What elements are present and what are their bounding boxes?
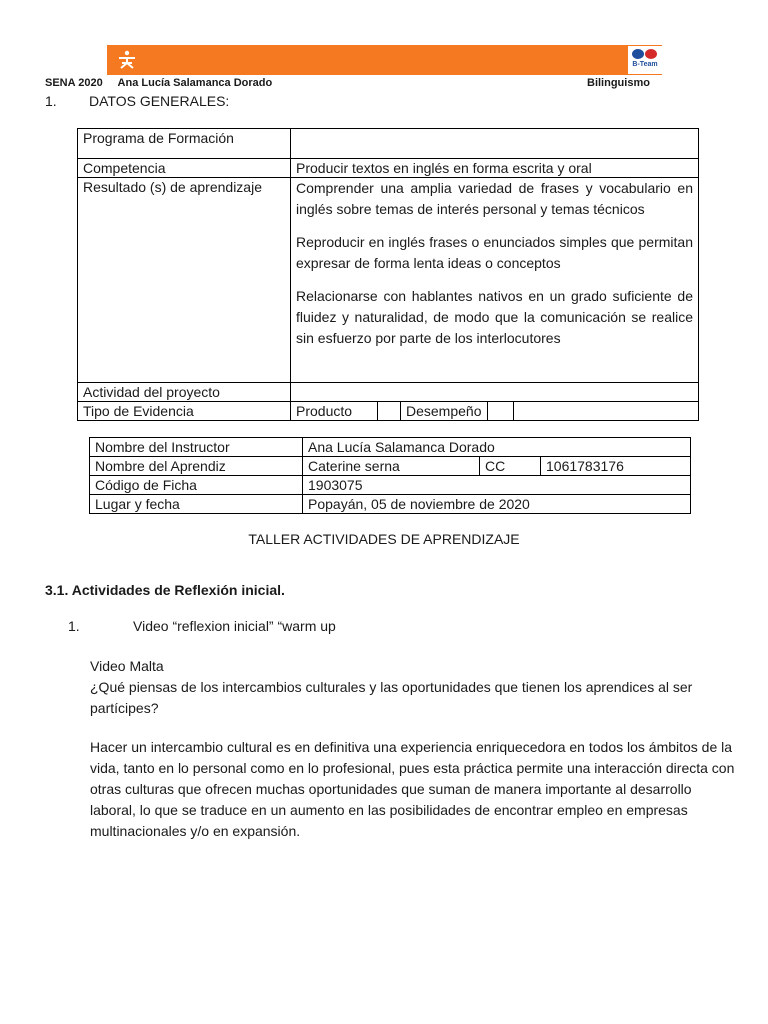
answer-text: Hacer un intercambio cultural es en definitiva una experiencia enriquecedora en todos los ámbitos de la vida, tanto en lo personal como en lo profesional, pues esta práctica permite una interacción directa con otras culturas que ofrecen muchas oportunidades que suman de manera importante al desarrollo laboral, lo que se traduce en un aumento en las posibilidades de encontrar empleo en empresas multinacionales y/o en expansión. <box>90 739 735 839</box>
info-table <box>89 437 691 514</box>
ficha-value: 1903075 <box>303 476 691 495</box>
competencia-label: Competencia <box>78 159 291 178</box>
section-1-number: 1. <box>45 93 57 109</box>
programa-label: Programa de Formación <box>78 129 291 159</box>
desempeno-checkbox-cell <box>487 402 513 421</box>
producto-checkbox-cell <box>378 402 401 421</box>
resultado-label: Resultado (s) de aprendizaje <box>78 178 291 383</box>
tipo-evidencia-extra-cell <box>513 402 699 421</box>
desempeno-label: Desempeño <box>401 402 488 421</box>
resultado-paragraph: Reproducir en inglés frases o enunciados simples que permitan expresar de forma lenta ideas o conceptos <box>296 234 693 271</box>
lugar-fecha-label: Lugar y fecha <box>90 495 303 514</box>
section-1-heading <box>45 93 229 109</box>
actividad-label: Actividad del proyecto <box>78 383 291 402</box>
video-title: Video Malta <box>90 658 164 674</box>
bteam-logo-icon <box>628 46 662 74</box>
section-1-title: DATOS GENERALES: <box>89 93 230 109</box>
sena-logo-icon <box>116 49 138 71</box>
cc-label: CC <box>480 457 541 476</box>
tipo-evidencia-label: Tipo de Evidencia <box>78 402 291 421</box>
header-left-text: SENA 2020 Ana Lucía Salamanca Dorado <box>45 77 273 89</box>
general-data-table <box>77 128 699 421</box>
competencia-value: Producir textos en inglés en forma escrita y oral <box>291 159 699 178</box>
resultado-value <box>291 178 699 383</box>
aprendiz-value: Caterine serna <box>303 457 480 476</box>
question-text: ¿Qué piensas de los intercambios culturales y las oportunidades que tienen los aprendices al ser partícipes? <box>90 679 693 716</box>
list-item-number: 1. <box>68 618 80 634</box>
list-item-text: Video “reflexion inicial” “warm up <box>133 618 336 634</box>
header-right-text: Bilinguismo <box>587 77 650 89</box>
aprendiz-label: Nombre del Aprendiz <box>90 457 303 476</box>
taller-title: TALLER ACTIVIDADES DE APRENDIZAJE <box>248 531 520 547</box>
lugar-fecha-value: Popayán, 05 de noviembre de 2020 <box>303 495 691 514</box>
producto-label: Producto <box>291 402 378 421</box>
instructor-value: Ana Lucía Salamanca Dorado <box>303 438 691 457</box>
resultado-paragraph: Comprender una amplia variedad de frases y vocabulario en inglés sobre temas de interés personal y temas técnicos <box>296 180 693 217</box>
programa-value <box>291 129 699 159</box>
instructor-label: Nombre del Instructor <box>90 438 303 457</box>
header-banner <box>107 45 662 75</box>
bteam-logo-text: B-Team <box>632 61 658 68</box>
resultado-paragraph: Relacionarse con hablantes nativos en un grado suficiente de fluidez y naturalidad, de modo que la comunicación se realice sin esfuerzo por parte de los interlocutores <box>296 288 693 346</box>
cc-value: 1061783176 <box>541 457 691 476</box>
actividad-value <box>291 383 699 402</box>
list-item <box>68 618 336 634</box>
ficha-label: Código de Ficha <box>90 476 303 495</box>
section-3-1-heading: 3.1. Actividades de Reflexión inicial. <box>45 582 285 598</box>
